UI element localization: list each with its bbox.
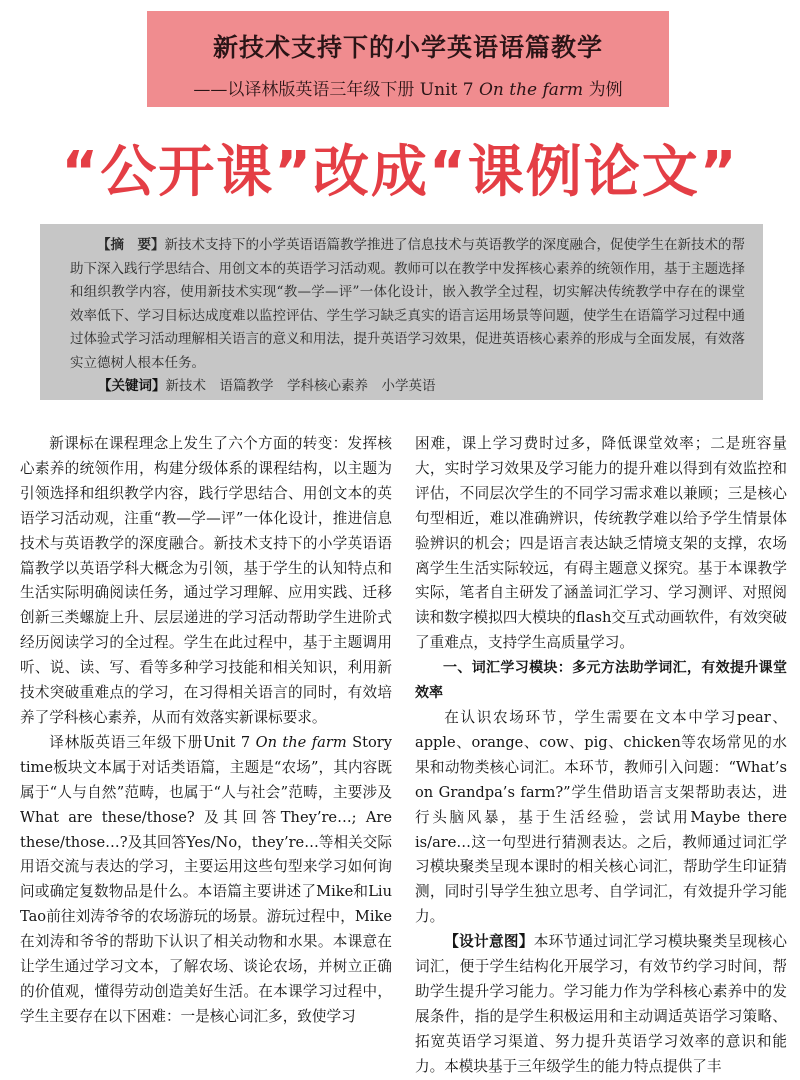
keywords-text: 新技术 语篇教学 学科核心素养 小学英语 <box>165 378 436 394</box>
design-intent-label: 【设计意图】 <box>444 933 534 951</box>
left-column <box>20 432 392 1030</box>
right-paragraph-1: 困难，课上学习费时过多，降低课堂效率；二是班容量大，实时学习效果及学习能力的提升难以得到有效监控和评估，不同层次学生的不同学习需求难以兼顾；三是核心句型相近，难以准确辨识，传统教学难以给予学生情景体验辨识的机会；四是语言表达缺乏情境支架的支撑，农场离学生生活实际较远，有碍主题意义探究。基于本课教学实际，笔者自主研发了涵盖词汇学习、学习测评、对照阅读和数字模拟四大模块的flash交互式动画软件，有效突破了重难点，支持学生高质量学习。 <box>415 435 787 652</box>
title-banner <box>147 11 669 107</box>
right-paragraph-3 <box>415 930 787 1079</box>
abstract-label: 【摘 要】 <box>97 237 165 253</box>
keywords-label: 【关键词】 <box>98 378 166 394</box>
left-paragraph-2 <box>20 731 392 1030</box>
abstract-box <box>40 224 763 400</box>
abstract-text: 新技术支持下的小学英语语篇教学推进了信息技术与英语教学的深度融合，促使学生在新技术的帮助下深入践行学思结合、用创文本的英语学习活动观。教师可以在教学中发挥核心素养的统领作用，基于主题选择和组织教学内容，使用新技术实现“教—学—评”一体化设计，嵌入教学全过程，切实解决传统教学中存在的课堂效率低下、学习目标达成度难以监控评估、学生学习缺乏真实的语言运用场景等问题，使学生在语篇学习过程中通过体验式学习活动理解相关语言的意义和用法，提升英语学习效果，促进英语核心素养的形成与全面发展，有效落实立德树人根本任务。 <box>70 237 745 371</box>
subtitle-italic: On the farm <box>478 80 584 100</box>
article-subtitle <box>147 75 669 100</box>
right-column <box>415 432 787 1080</box>
left-paragraph-1: 新课标在课程理念上发生了六个方面的转变：发挥核心素养的统领作用，构建分级体系的课程结构，以主题为引领选择和组织教学内容，践行学思结合、用创文本的英语学习活动观，注重“教—学—评”一体化设计，推进信息技术与英语教学的深度融合。新技术支持下的小学英语语篇教学以英语学科大概念为引领，基于学生的认知特点和生活实际明确阅读任务，通过学习理解、应用实践、迁移创新三类螺旋上升、层层递进的学习活动帮助学生进阶式经历阅读学习的全过程。学生在此过程中，基于主题调用听、说、读、写、看等多种学习技能和相关知识，利用新技术突破重难点的学习，在习得相关语言的同时，有效培养了学科核心素养，从而有效落实新课标要求。 <box>20 435 392 726</box>
subtitle-prefix: ——以译林版英语三年级下册 Unit 7 <box>193 80 479 100</box>
design-intent-text: 本环节通过词汇学习模块聚类呈现核心词汇，便于学生结构化开展学习，有效节约学习时间，帮助学生提升学习能力。学习能力作为学科核心素养中的发展条件，指的是学生积极运用和主动调适英语学习策略、拓宽英语学习渠道、努力提升英语学习效率的意识和能力。本模块基于三年级学生的能力特点提供了丰 <box>415 933 787 1075</box>
left-p2-start: 译林版英语三年级下册Unit 7 <box>49 733 256 751</box>
section-heading: 一、词汇学习模块：多元方法助学词汇，有效提升课堂效率 <box>415 660 787 702</box>
left-p2-italic: On the farm <box>255 733 347 751</box>
headline: “公开课”改成“课例论文” <box>61 140 739 205</box>
left-p2-rest: Story time板块文本属于对话类语篇，主题是“农场”，其内容既属于“人与自然”范畴，也属于“人与社会”范畴，主要涉及What are these/those? 及其回答They’re…; Are these/those…?及其回答Yes/No，they’re…等相关交际用语交流与表达的学习，主要运用这些句型来学习如何询问或确定复数物品是什么。本语篇主要讲述了Mike和Liu Tao前往刘涛爷爷的农场游玩的场景。游玩过程中，Mike在刘涛和爷爷的帮助下认识了相关动物和水果。本课意在让学生通过学习文本，了解农场、谈论农场，并树立正确的价值观，懂得劳动创造美好生活。在本课学习过程中，学生主要存在以下困难：一是核心词汇多，致使学习 <box>20 733 393 1025</box>
right-paragraph-2: 在认识农场环节，学生需要在文本中学习pear、apple、orange、cow、pig、chicken等农场常见的水果和动物类核心词汇。本环节，教师引入问题：“What’s on Grandpa’s farm?”学生借助语言支架帮助表达，进行头脑风暴，基于生活经验，尝试用Maybe there is/are…这一句型进行猜测表达。之后，教师通过词汇学习模块聚类呈现本课时的相关核心词汇，帮助学生印证猜测，同时引导学生独立思考、自学词汇，有效提升学习能力。 <box>415 708 787 926</box>
subtitle-suffix: 为例 <box>583 80 623 100</box>
article-title: 新技术支持下的小学英语语篇教学 <box>212 33 603 62</box>
